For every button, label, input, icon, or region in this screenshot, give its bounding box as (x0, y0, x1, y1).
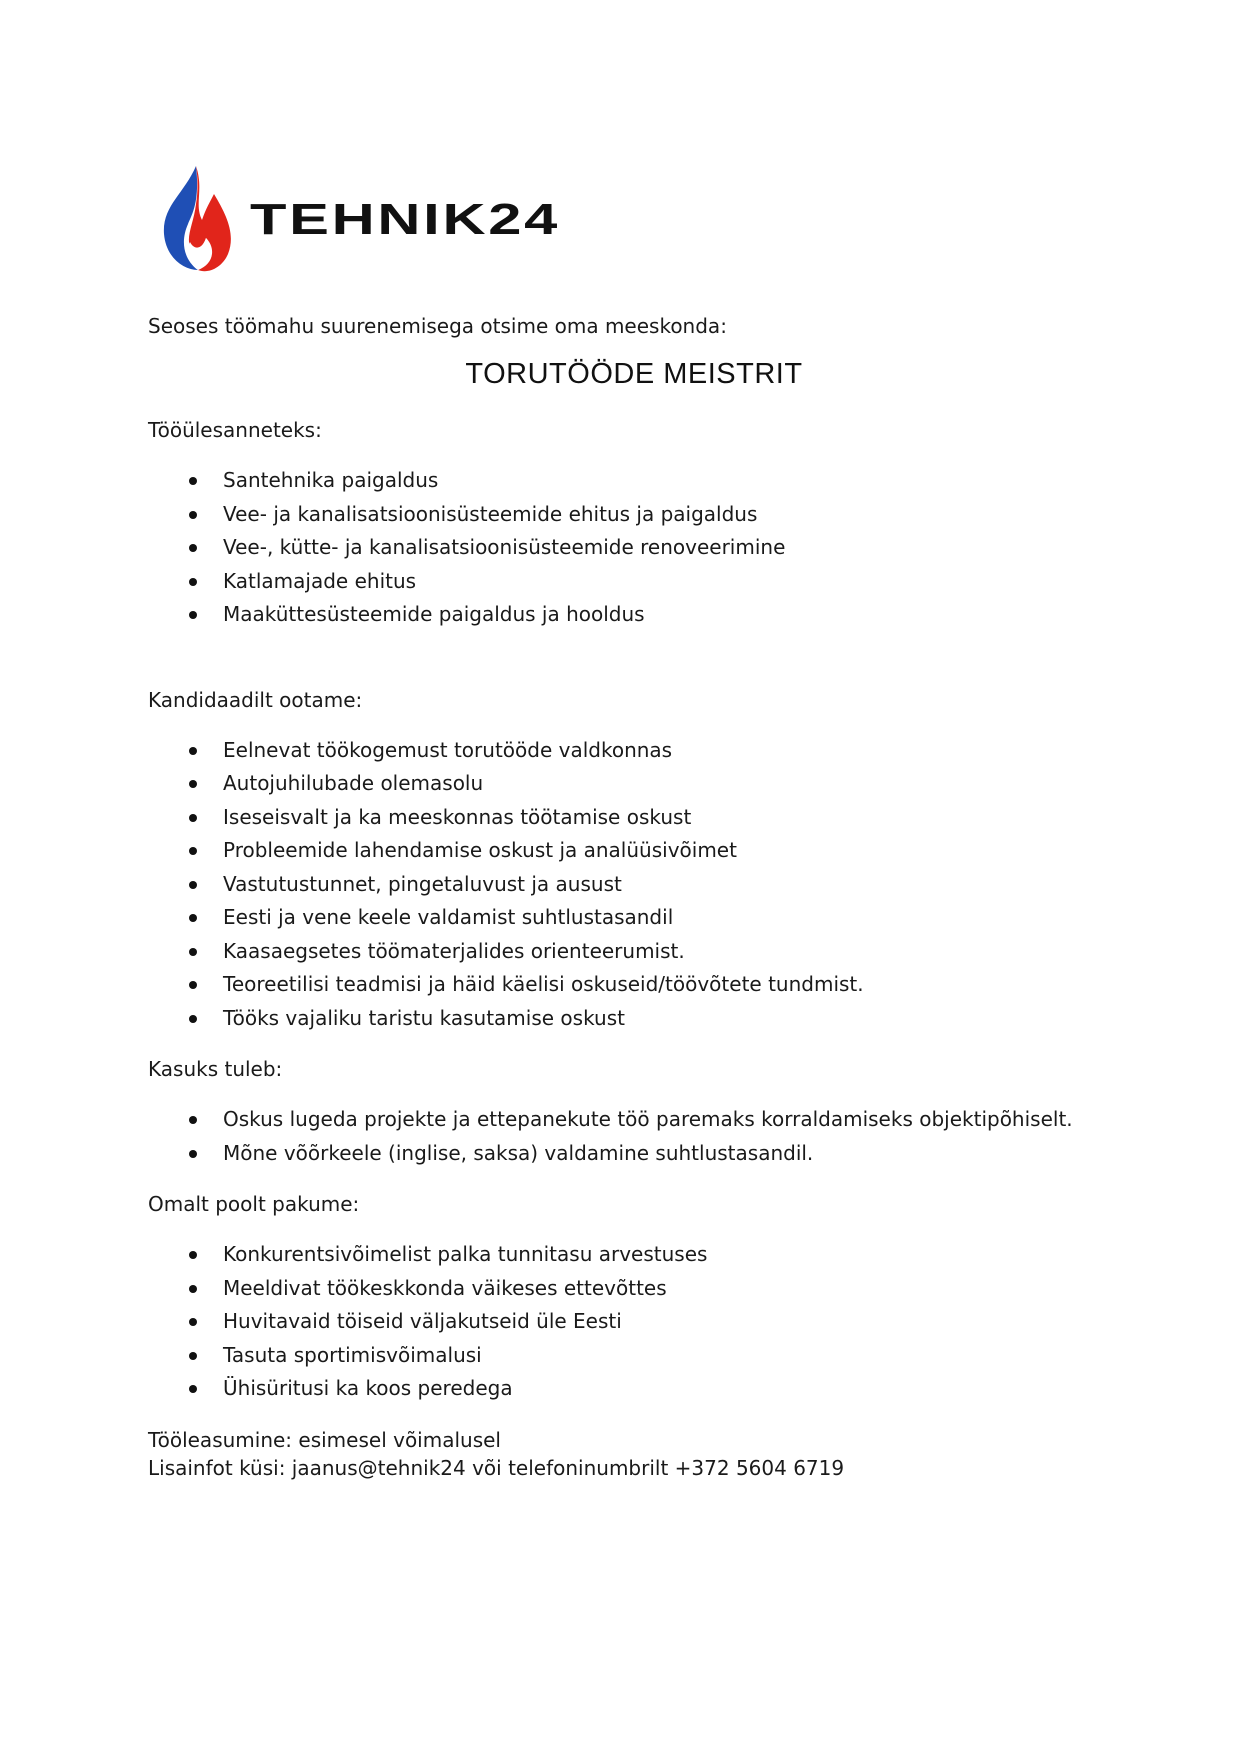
list-item: Tööks vajaliku taristu kasutamise oskust (148, 1002, 1108, 1036)
list-item: Kaasaegsetes töömaterjalides orienteerumist. (148, 935, 1108, 969)
list-item: Oskus lugeda projekte ja ettepanekute töö paremaks korraldamiseks objektipõhiselt. (148, 1103, 1108, 1137)
list-item: Teoreetilisi teadmisi ja häid käelisi oskuseid/töövõtete tundmist. (148, 968, 1108, 1002)
list-item: Vastutustunnet, pingetaluvust ja ausust (148, 868, 1108, 902)
expectations-heading: Kandidaadilt ootame: (148, 687, 363, 712)
bonus-list (148, 1103, 1108, 1170)
logo-wordmark: TEHNIK24 (250, 195, 560, 244)
bonus-heading: Kasuks tuleb: (148, 1057, 283, 1081)
offer-list (148, 1238, 1108, 1406)
list-item: Autojuhilubade olemasolu (148, 767, 1108, 801)
list-item: Meeldivat töökeskkonda väikeses ettevõttes (148, 1272, 1108, 1306)
list-item: Santehnika paigaldus (148, 464, 1108, 498)
tasks-heading: Tööülesanneteks: (148, 418, 322, 442)
list-item: Maaküttesüsteemide paigaldus ja hooldus (148, 598, 1108, 632)
list-item: Eesti ja vene keele valdamist suhtlustasandil (148, 901, 1108, 935)
list-item: Katlamajade ehitus (148, 565, 1108, 599)
list-item: Huvitavaid töiseid väljakutseid üle Eesti (148, 1305, 1108, 1339)
list-item: Probleemide lahendamise oskust ja analüüsivõimet (148, 834, 1108, 868)
company-logo (158, 160, 578, 280)
offer-heading: Omalt poolt pakume: (148, 1192, 360, 1216)
intro-text: Seoses töömahu suurenemisega otsime oma meeskonda: (148, 314, 727, 338)
tasks-list (148, 464, 1108, 632)
list-item: Eelnevat töökogemust torutööde valdkonnas (148, 734, 1108, 768)
list-item: Konkurentsivõimelist palka tunnitasu arvestuses (148, 1238, 1108, 1272)
document-content (148, 312, 1108, 1482)
list-item: Vee- ja kanalisatsioonisüsteemide ehitus ja paigaldus (148, 498, 1108, 532)
start-date-text: Tööleasumine: esimesel võimalusel (148, 1427, 501, 1452)
job-title: TORUTÖÖDE MEISTRIT (465, 358, 803, 390)
list-item: Mõne võõrkeele (inglise, saksa) valdamine suhtlustasandil. (148, 1137, 1108, 1171)
list-item: Vee-, kütte- ja kanalisatsioonisüsteemide renoveerimine (148, 531, 1108, 565)
contact-text: Lisainfot küsi: jaanus@tehnik24 või telefoninumbrilt +372 5604 6719 (148, 1455, 845, 1480)
list-item: Ühisüritusi ka koos peredega (148, 1372, 1108, 1406)
list-item: Iseseisvalt ja ka meeskonnas töötamise oskust (148, 801, 1108, 835)
expectations-list (148, 734, 1108, 1036)
list-item: Tasuta sportimisvõimalusi (148, 1339, 1108, 1373)
